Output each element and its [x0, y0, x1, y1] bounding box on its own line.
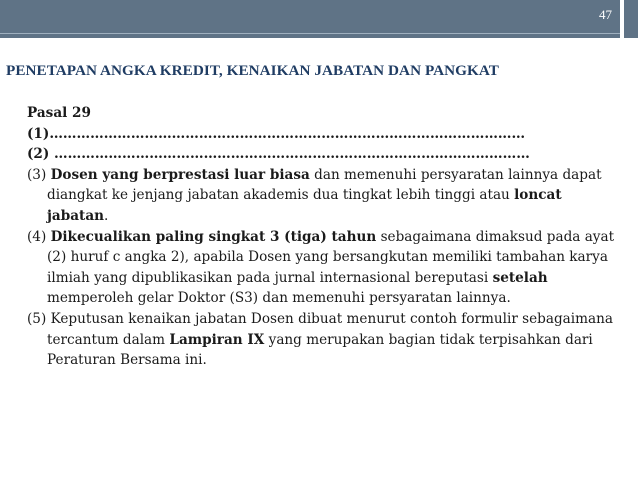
paragraph-3-end: .	[104, 207, 109, 224]
paragraph-5-text: Keputusan kenaikan jabatan Dosen dibuat menurut contoh formulir sebagaimana tercantum dalam	[47, 310, 613, 348]
paragraph-4-bold-lead: Dikecualikan paling singkat 3 (tiga) tahun	[50, 228, 377, 245]
slide-number: 47	[599, 7, 612, 22]
paragraph-4-bold-term: setelah	[492, 269, 548, 286]
paragraph-3	[27, 165, 617, 227]
paragraph-5-bold-term: Lampiran IX	[169, 331, 265, 348]
paragraph-5-number: (5)	[27, 310, 47, 327]
paragraph-2-placeholder: (2) ……………………………………………………………………………………………	[27, 146, 530, 163]
paragraph-4-text: sebagaimana dimaksud pada ayat (2) huruf c angka 2), apabila Dosen yang bersangkutan memiliki tambahan karya ilmiah yang dipublikasikan pada jurnal internasional bereputasi	[47, 228, 615, 286]
header-accent-bar	[624, 0, 638, 38]
paragraph-5-end: yang merupakan bagian tidak terpisahkan dari Peraturan Bersama ini.	[47, 331, 593, 369]
slide-title: PENETAPAN ANGKA KREDIT, KENAIKAN JABATAN DAN PANGKAT	[6, 62, 499, 79]
paragraph-3-bold-lead: Dosen yang berprestasi luar biasa	[50, 166, 310, 183]
pasal-heading: Pasal 29	[27, 105, 91, 121]
paragraph-4	[27, 227, 617, 309]
paragraph-5	[27, 309, 617, 371]
header-bar	[0, 0, 620, 38]
paragraph-3-text: dan memenuhi persyaratan lainnya dapat diangkat ke jenjang jabatan akademis dua tingkat lebih tinggi atau	[47, 166, 602, 204]
paragraph-4-end: memperoleh gelar Doktor (S3) dan memenuhi persyaratan lainnya.	[47, 290, 511, 307]
paragraph-3-number: (3)	[27, 166, 47, 183]
paragraph-3-bold-term: loncat jabatan	[47, 187, 562, 224]
slide-content	[27, 103, 617, 371]
paragraph-4-number: (4)	[27, 228, 47, 245]
paragraph-1-placeholder: (1)……………………………………………………………………………………………	[27, 125, 526, 142]
